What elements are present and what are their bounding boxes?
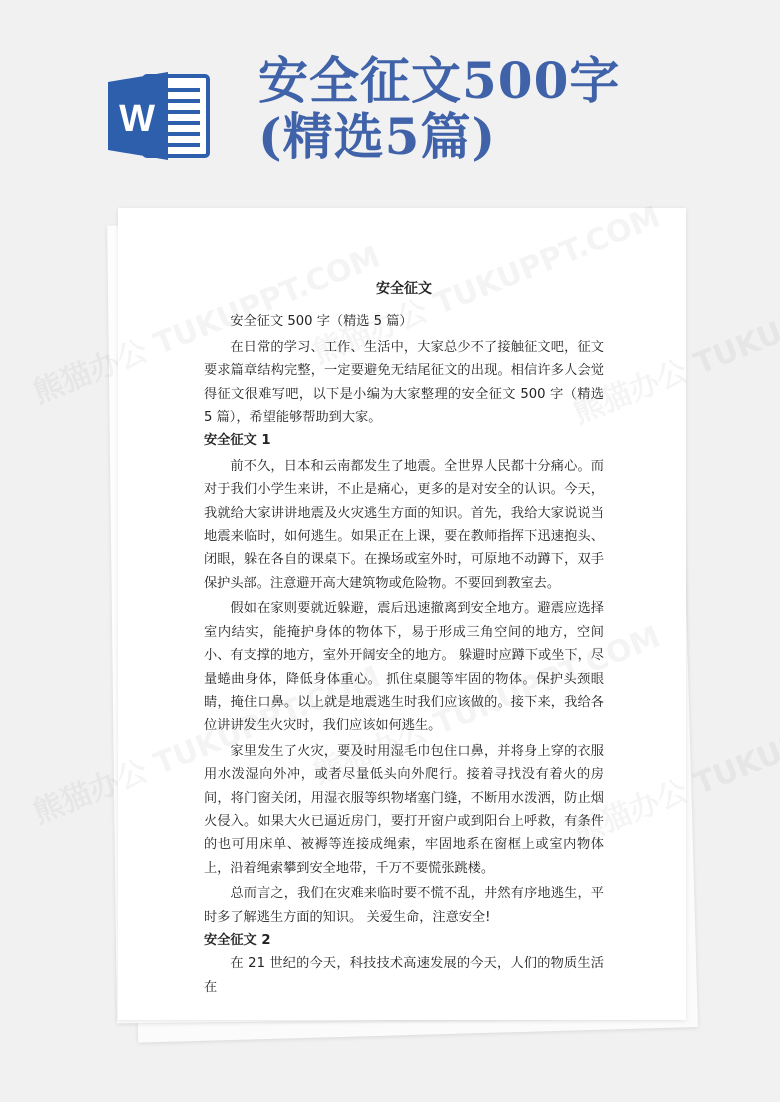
document-intro: 在日常的学习、工作、生活中，大家总少不了接触征文吧，征文要求篇章结构完整，一定要避免无结尾征文的出现。相信许多人会觉得征文很难写吧，以下是小编为大家整理的安全征文 500 字（精选 5 篇），希望能够帮助到大家。	[204, 339, 604, 426]
document-subtitle: 安全征文 500 字（精选 5 篇）	[230, 314, 413, 330]
section-heading-1: 安全征文 1	[204, 433, 271, 449]
document-body	[204, 278, 604, 999]
section-1-paragraph: 家里发生了火灾，要及时用湿毛巾包住口鼻，并将身上穿的衣服用水泼湿向外冲，或者尽量低头向外爬行。接着寻找没有着火的房间，将门窗关闭，用湿衣服等织物堵塞门缝，不断用水泼洒，防止烟火侵入。如果大火已逼近房门，要打开窗户或到阳台上呼救，有条件的也可用床单、被褥等连接成绳索，牢固地系在窗框上或室内物体上，沿着绳索攀到安全地带，千万不要慌张跳楼。	[204, 743, 604, 876]
document-page	[118, 208, 686, 1020]
word-document-icon	[108, 68, 212, 164]
section-1-paragraph: 假如在家则要就近躲避，震后迅速撤离到安全地方。避震应选择室内结实，能掩护身体的物体下，易于形成三角空间的地方，空间小、有支撑的地方，室外开阔安全的地方。 躲避时应蹲下或坐下，尽量蜷曲身体，降低身体重心。 抓住桌腿等牢固的物体。保护头颈眼睛，掩住口鼻。以上就是地震逃生时我们应该做的。接下来，我给各位讲讲发生火灾时，我们应该如何逃生。	[204, 601, 604, 734]
section-1-paragraph: 总而言之，我们在灾难来临时要不慌不乱，井然有序地逃生，平时多了解逃生方面的知识。 关爱生命，注意安全!	[204, 886, 604, 925]
banner-title-line-2: (精选5篇)	[258, 107, 497, 166]
section-2-paragraph: 在 21 世纪的今天，科技技术高速发展的今天，人们的物质生活在	[204, 956, 604, 995]
section-heading-2: 安全征文 2	[204, 932, 271, 948]
section-1-paragraph: 前不久，日本和云南都发生了地震。全世界人民都十分痛心。而对于我们小学生来讲，不止是痛心，更多的是对安全的认识。今天，我就给大家讲讲地震及火灾逃生方面的知识。首先，我给大家说说当地震来临时，如何逃生。如果正在上课，要在教师指挥下迅速抱头、闭眼，躲在各自的课桌下。在操场或室外时，可原地不动蹲下，双手保护头部。注意避开高大建筑物或危险物。不要回到教室去。	[204, 458, 604, 591]
banner-title-line-1: 安全征文500字	[258, 51, 621, 110]
document-title: 安全征文	[376, 281, 432, 297]
word-icon-letter: W	[119, 98, 155, 140]
